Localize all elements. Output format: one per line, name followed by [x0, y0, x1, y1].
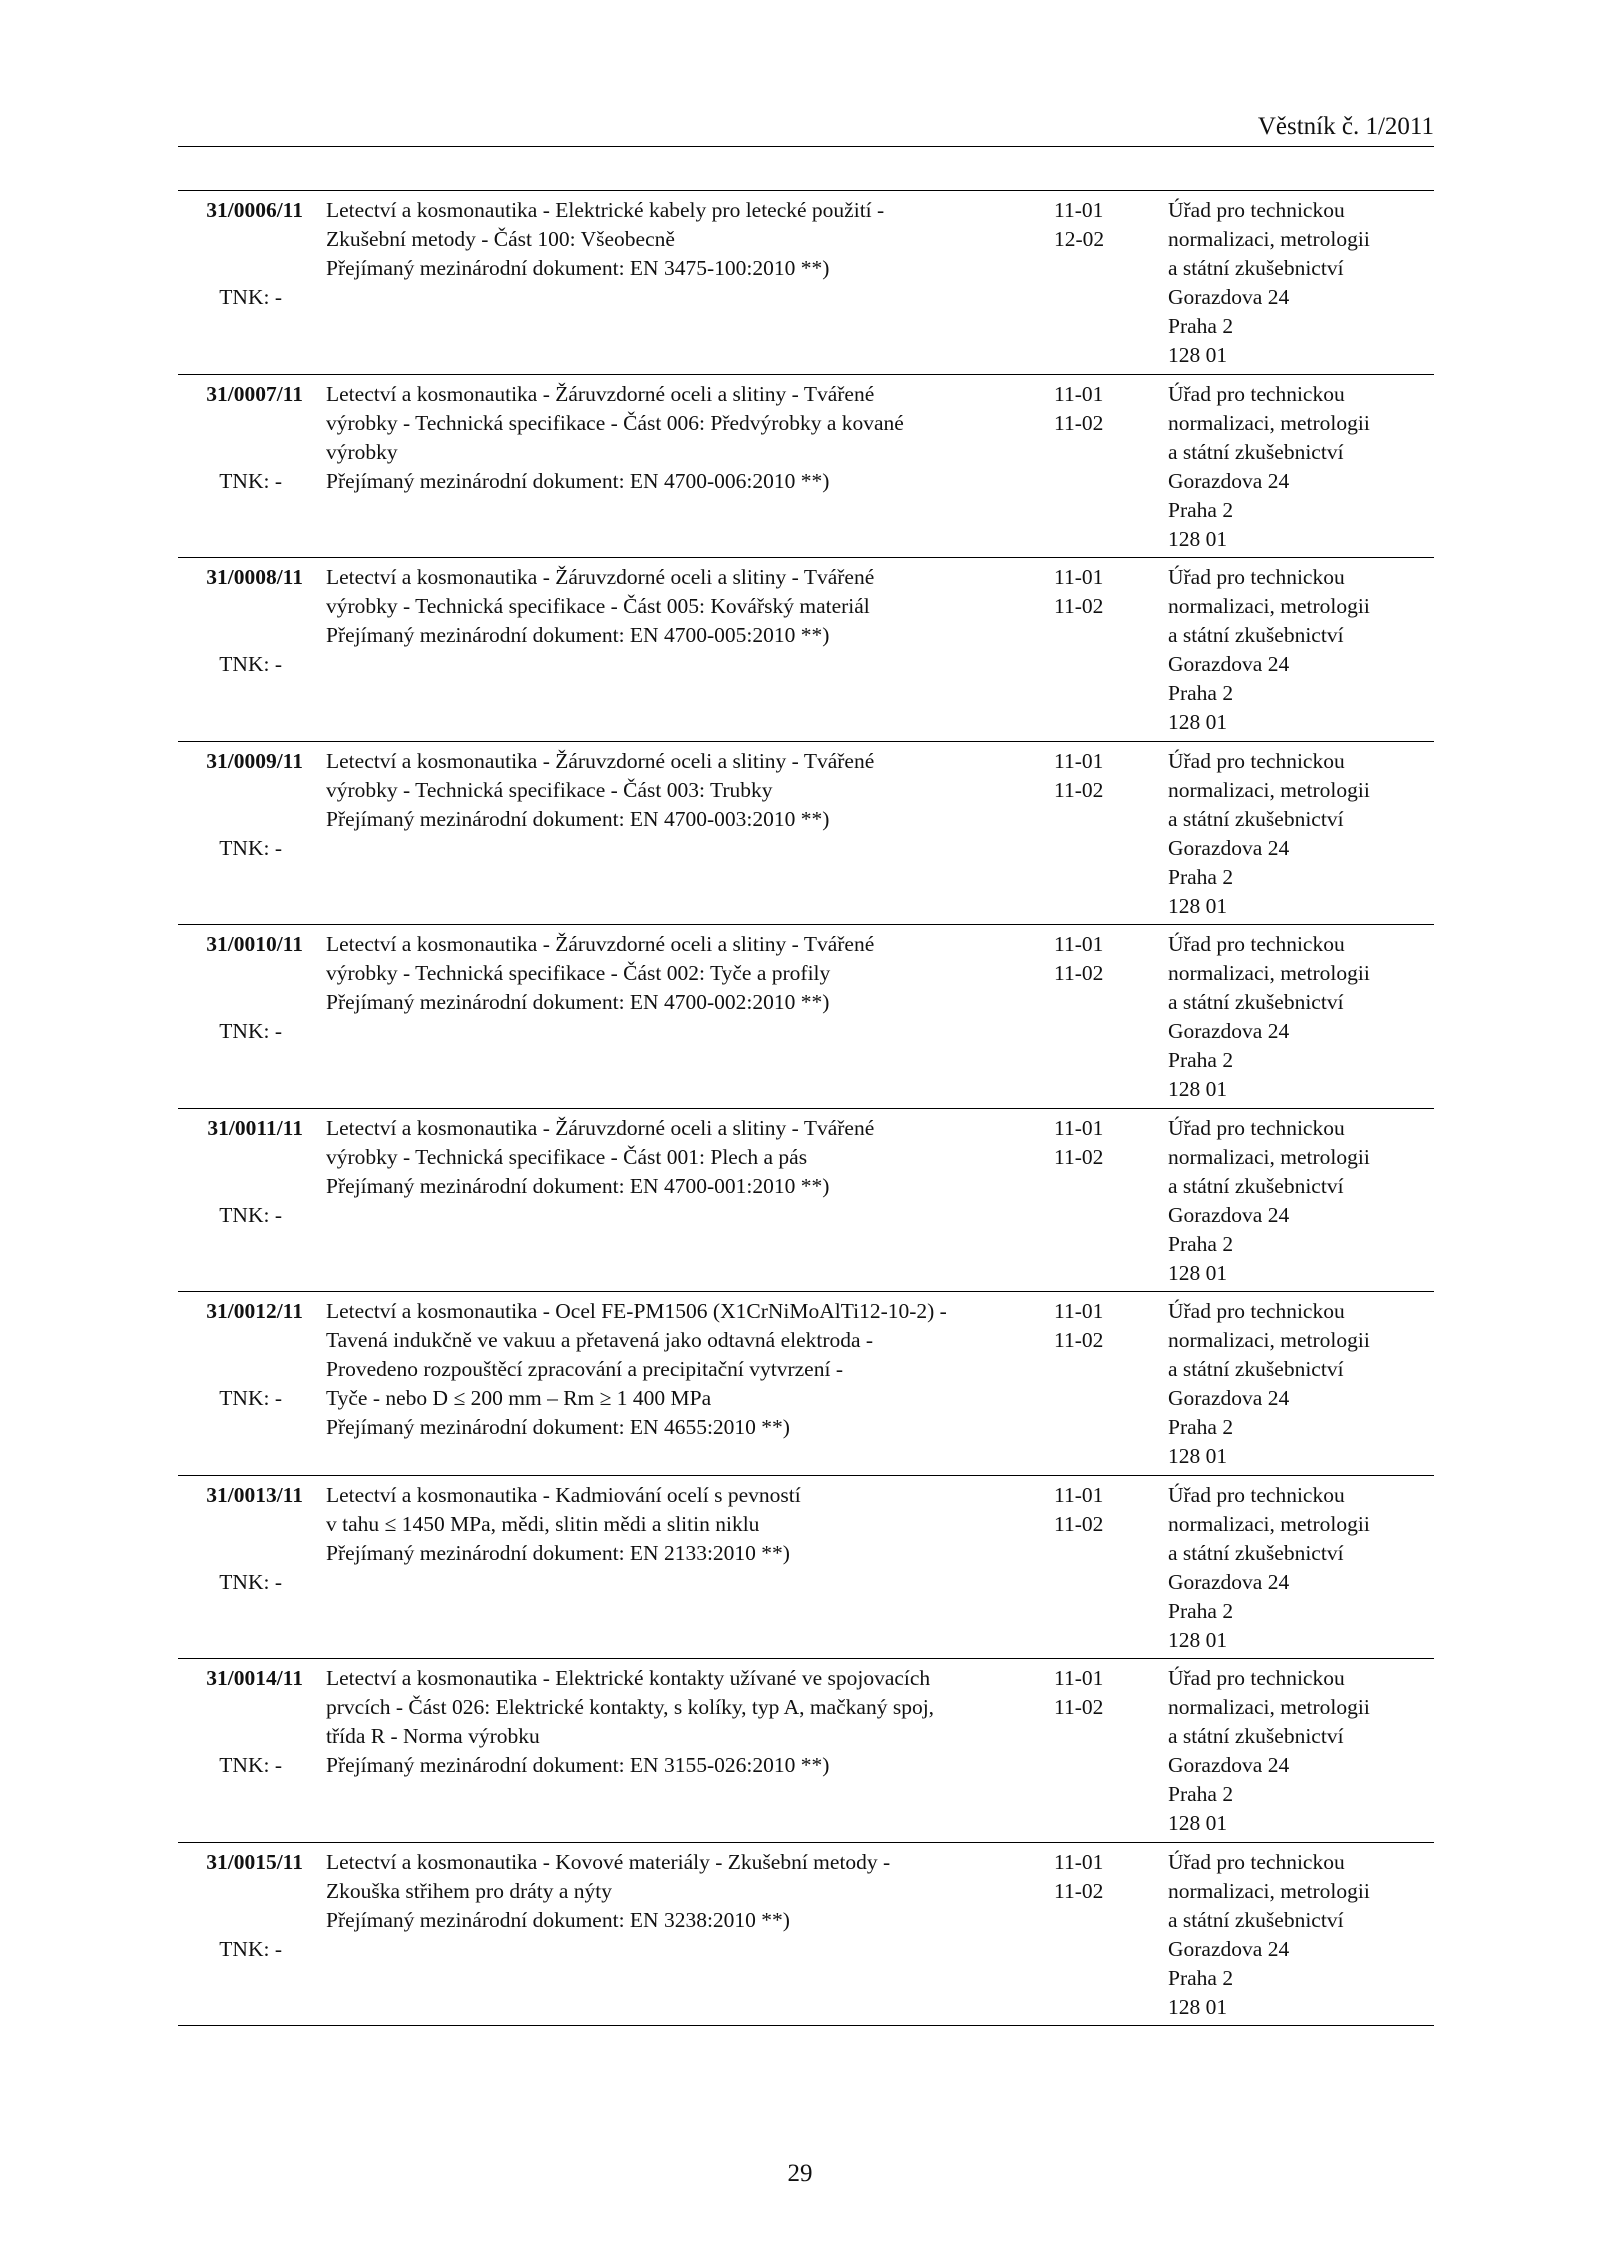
address-line: a státní zkušebnictví: [1168, 806, 1344, 831]
standard-entry: [178, 558, 1434, 742]
address-line: Praha 2: [1168, 497, 1234, 522]
entry-code: 31/0011/11: [207, 1115, 303, 1140]
address-line: Úřad pro technickou: [1168, 198, 1345, 222]
address-line: Gorazdova 24: [1168, 1202, 1290, 1227]
entry-date: 11-02: [1054, 1878, 1104, 1903]
entry-dates: [1054, 196, 1134, 254]
entry-title-line: výrobky - Technická specifikace - Část 001: Plech a pás: [326, 1144, 808, 1169]
address-line: Úřad pro technickou: [1168, 565, 1345, 589]
entry-title-line: Letectví a kosmonautika - Elektrické kontakty užívané ve spojovacích: [326, 1666, 931, 1690]
entry-id-column: [178, 1481, 308, 1594]
entry-title-line: Zkouška střihem pro dráty a nýty: [326, 1878, 613, 1903]
address-line: Úřad pro technickou: [1168, 1482, 1345, 1507]
entry-date: 11-01: [1054, 748, 1104, 773]
address-line: 128 01: [1168, 1444, 1228, 1468]
entry-code: 31/0008/11: [206, 565, 303, 589]
entry-date: 11-02: [1054, 594, 1104, 618]
entry-id-column: [178, 1114, 308, 1227]
address-line: 128 01: [1168, 893, 1228, 918]
entry-address: [1168, 1481, 1434, 1655]
entry-date: 11-01: [1054, 381, 1104, 406]
entry-title-line: Letectví a kosmonautika - Kadmiování ocelí s pevností: [326, 1482, 801, 1507]
entry-title-line: Přejímaný mezinárodní dokument: EN 4700-003:2010 **): [326, 806, 830, 831]
address-line: a státní zkušebnictví: [1168, 1540, 1344, 1565]
entry-id-column: [178, 930, 308, 1043]
entry-dates: [1054, 1297, 1134, 1355]
entry-tnk: TNK: -: [219, 1753, 282, 1777]
address-line: normalizaci, metrologii: [1168, 777, 1370, 802]
entry-title-line: Provedeno rozpouštěcí zpracování a precipitační vytvrzení -: [326, 1357, 843, 1381]
entry-title-line: Přejímaný mezinárodní dokument: EN 3475-100:2010 **): [326, 256, 830, 280]
entry-title-line: Letectví a kosmonautika - Žáruvzdorné oceli a slitiny - Tvářené: [326, 748, 875, 773]
entry-date: 11-02: [1054, 1144, 1104, 1169]
address-line: Praha 2: [1168, 1965, 1234, 1990]
address-line: Praha 2: [1168, 864, 1234, 889]
entry-tnk: TNK: -: [219, 652, 282, 676]
entry-dates: [1054, 563, 1134, 621]
entry-tnk: TNK: -: [219, 1936, 282, 1961]
entry-date: 11-02: [1054, 410, 1104, 435]
entry-dates: [1054, 380, 1134, 438]
entry-dates: [1054, 747, 1134, 805]
address-line: a státní zkušebnictví: [1168, 623, 1344, 647]
address-line: a státní zkušebnictví: [1168, 1907, 1344, 1932]
address-line: Úřad pro technickou: [1168, 1666, 1345, 1690]
entry-id-column: [178, 1297, 308, 1410]
entry-dates: [1054, 1114, 1134, 1172]
entry-title: [326, 930, 1026, 1017]
address-line: a státní zkušebnictví: [1168, 1357, 1344, 1381]
entry-tnk: TNK: -: [219, 1019, 282, 1043]
address-line: 128 01: [1168, 343, 1228, 367]
address-line: normalizaci, metrologii: [1168, 594, 1370, 618]
entry-address: [1168, 930, 1434, 1104]
entry-date: 11-02: [1054, 1328, 1104, 1352]
entry-address: [1168, 1114, 1434, 1288]
entry-title-line: prvcích - Část 026: Elektrické kontakty, s kolíky, typ A, mačkaný spoj,: [326, 1695, 935, 1719]
address-line: 128 01: [1168, 1077, 1228, 1101]
entry-title-line: Letectví a kosmonautika - Elektrické kabely pro letecké použití -: [326, 198, 885, 222]
entry-title-line: Přejímaný mezinárodní dokument: EN 4655:2010 **): [326, 1415, 790, 1439]
address-line: a státní zkušebnictví: [1168, 256, 1344, 280]
entry-dates: [1054, 930, 1134, 988]
entry-title-line: Přejímaný mezinárodní dokument: EN 3238:2010 **): [326, 1907, 790, 1932]
address-line: normalizaci, metrologii: [1168, 1144, 1370, 1169]
address-line: Gorazdova 24: [1168, 468, 1290, 493]
address-line: Úřad pro technickou: [1168, 932, 1345, 956]
entry-title: [326, 1481, 1026, 1568]
entry-title: [326, 563, 1026, 650]
entry-title-line: Přejímaný mezinárodní dokument: EN 4700-005:2010 **): [326, 623, 830, 647]
entry-title-line: Letectví a kosmonautika - Žáruvzdorné oceli a slitiny - Tvářené: [326, 1115, 875, 1140]
address-line: Praha 2: [1168, 1231, 1234, 1256]
entry-date: 11-01: [1054, 565, 1104, 589]
entry-tnk: TNK: -: [219, 1569, 282, 1594]
address-line: Gorazdova 24: [1168, 835, 1290, 860]
address-line: 128 01: [1168, 1994, 1228, 2019]
entry-tnk: TNK: -: [219, 468, 282, 493]
standard-entry: [178, 1476, 1434, 1660]
entry-title-line: Letectví a kosmonautika - Žáruvzdorné oceli a slitiny - Tvářené: [326, 565, 875, 589]
entry-title-line: Letectví a kosmonautika - Žáruvzdorné oceli a slitiny - Tvářené: [326, 381, 875, 406]
address-line: normalizaci, metrologii: [1168, 1328, 1370, 1352]
address-line: a státní zkušebnictví: [1168, 990, 1344, 1014]
address-line: 128 01: [1168, 1811, 1228, 1835]
address-line: normalizaci, metrologii: [1168, 961, 1370, 985]
entry-title: [326, 747, 1026, 834]
address-line: Gorazdova 24: [1168, 1936, 1290, 1961]
entry-date: 11-02: [1054, 1695, 1104, 1719]
standards-list: [178, 190, 1434, 2026]
entry-date: 11-01: [1054, 1849, 1104, 1874]
address-line: Praha 2: [1168, 681, 1234, 705]
entry-code: 31/0012/11: [206, 1299, 303, 1323]
address-line: a státní zkušebnictví: [1168, 439, 1344, 464]
address-line: Gorazdova 24: [1168, 1386, 1290, 1410]
entry-tnk: TNK: -: [219, 1202, 282, 1227]
entry-title-line: třída R - Norma výrobku: [326, 1724, 540, 1748]
entry-tnk: TNK: -: [219, 1386, 282, 1410]
address-line: Úřad pro technickou: [1168, 1299, 1345, 1323]
address-line: Praha 2: [1168, 1415, 1234, 1439]
entry-code: 31/0015/11: [206, 1849, 303, 1874]
standard-entry: [178, 742, 1434, 926]
entry-title: [326, 1114, 1026, 1201]
entry-address: [1168, 196, 1434, 370]
journal-title: Věstník č. 1/2011: [1257, 113, 1434, 140]
address-line: normalizaci, metrologii: [1168, 1511, 1370, 1536]
entry-code: 31/0010/11: [206, 932, 303, 956]
entry-title-line: Přejímaný mezinárodní dokument: EN 4700-006:2010 **): [326, 468, 830, 493]
entry-title-line: Přejímaný mezinárodní dokument: EN 2133:2010 **): [326, 1540, 790, 1565]
entry-title-line: výrobky - Technická specifikace - Část 002: Tyče a profily: [326, 961, 831, 985]
standard-entry: [178, 1843, 1434, 2027]
entry-code: 31/0009/11: [206, 748, 303, 773]
address-line: Praha 2: [1168, 314, 1234, 338]
entry-title-line: výrobky - Technická specifikace - Část 003: Trubky: [326, 777, 773, 802]
entry-address: [1168, 1297, 1434, 1471]
entry-title-line: Tavená indukčně ve vakuu a přetavená jako odtavná elektroda -: [326, 1328, 874, 1352]
address-line: Úřad pro technickou: [1168, 748, 1345, 773]
entry-title-line: Přejímaný mezinárodní dokument: EN 4700-001:2010 **): [326, 1173, 830, 1198]
address-line: Praha 2: [1168, 1782, 1234, 1806]
entry-address: [1168, 1664, 1434, 1838]
address-line: Praha 2: [1168, 1598, 1234, 1623]
entry-title-line: výrobky - Technická specifikace - Část 006: Předvýrobky a kované: [326, 410, 904, 435]
entry-date: 11-02: [1054, 961, 1104, 985]
address-line: 128 01: [1168, 1260, 1228, 1285]
entry-dates: [1054, 1664, 1134, 1722]
entry-address: [1168, 563, 1434, 737]
entry-date: 11-01: [1054, 1666, 1104, 1690]
entry-code: 31/0007/11: [206, 381, 303, 406]
entry-dates: [1054, 1848, 1134, 1906]
entry-id-column: [178, 380, 308, 493]
standard-entry: [178, 1659, 1434, 1843]
standard-entry: [178, 925, 1434, 1109]
entry-date: 11-02: [1054, 1511, 1104, 1536]
address-line: normalizaci, metrologii: [1168, 1695, 1370, 1719]
entry-title: [326, 196, 1026, 283]
entry-code: 31/0014/11: [206, 1666, 303, 1690]
entry-title: [326, 380, 1026, 496]
entry-title-line: Tyče - nebo D ≤ 200 mm – Rm ≥ 1 400 MPa: [326, 1386, 712, 1410]
entry-date: 11-01: [1054, 198, 1104, 222]
address-line: Gorazdova 24: [1168, 652, 1290, 676]
entry-title-line: Zkušební metody - Část 100: Všeobecně: [326, 227, 675, 251]
address-line: a státní zkušebnictví: [1168, 1724, 1344, 1748]
address-line: normalizaci, metrologii: [1168, 227, 1370, 251]
entry-date: 11-01: [1054, 932, 1104, 956]
entry-title-line: Letectví a kosmonautika - Kovové materiály - Zkušební metody -: [326, 1849, 891, 1874]
entry-date: 11-02: [1054, 777, 1104, 802]
address-line: Praha 2: [1168, 1048, 1234, 1072]
entry-dates: [1054, 1481, 1134, 1539]
entry-address: [1168, 747, 1434, 921]
entry-date: 11-01: [1054, 1299, 1104, 1323]
entry-title-line: Přejímaný mezinárodní dokument: EN 3155-026:2010 **): [326, 1753, 830, 1777]
entry-code: 31/0013/11: [206, 1482, 303, 1507]
address-line: Gorazdova 24: [1168, 285, 1290, 309]
address-line: Úřad pro technickou: [1168, 381, 1345, 406]
address-line: 128 01: [1168, 1627, 1228, 1652]
entry-title: [326, 1664, 1026, 1780]
entry-id-column: [178, 196, 308, 309]
address-line: normalizaci, metrologii: [1168, 410, 1370, 435]
address-line: Úřad pro technickou: [1168, 1115, 1345, 1140]
entry-date: 11-01: [1054, 1115, 1104, 1140]
entry-title-line: Letectví a kosmonautika - Žáruvzdorné oceli a slitiny - Tvářené: [326, 932, 875, 956]
address-line: Gorazdova 24: [1168, 1019, 1290, 1043]
address-line: a státní zkušebnictví: [1168, 1173, 1344, 1198]
entry-id-column: [178, 1664, 308, 1777]
entry-code: 31/0006/11: [206, 198, 303, 222]
address-line: Úřad pro technickou: [1168, 1849, 1345, 1874]
standard-entry: [178, 191, 1434, 375]
entry-date: 11-01: [1054, 1482, 1104, 1507]
entry-title: [326, 1297, 1026, 1442]
address-line: 128 01: [1168, 526, 1228, 551]
entry-id-column: [178, 1848, 308, 1961]
entry-id-column: [178, 563, 308, 676]
standard-entry: [178, 375, 1434, 559]
address-line: normalizaci, metrologii: [1168, 1878, 1370, 1903]
entry-tnk: TNK: -: [219, 835, 282, 860]
entry-id-column: [178, 747, 308, 860]
entry-title-line: výrobky - Technická specifikace - Část 005: Kovářský materiál: [326, 594, 870, 618]
entry-title: [326, 1848, 1026, 1935]
address-line: Gorazdova 24: [1168, 1569, 1290, 1594]
page-number: 29: [787, 2160, 813, 2187]
entry-title-line: Letectví a kosmonautika - Ocel FE-PM1506 (X1CrNiMoAlTi12-10-2) -: [326, 1299, 947, 1323]
standard-entry: [178, 1109, 1434, 1293]
address-line: Gorazdova 24: [1168, 1753, 1290, 1777]
address-line: 128 01: [1168, 710, 1228, 734]
entry-title-line: výrobky: [326, 439, 398, 464]
entry-tnk: TNK: -: [219, 285, 282, 309]
entry-title-line: Přejímaný mezinárodní dokument: EN 4700-002:2010 **): [326, 990, 830, 1014]
entry-address: [1168, 1848, 1434, 2022]
entry-title-line: v tahu ≤ 1450 MPa, mědi, slitin mědi a slitin niklu: [326, 1511, 760, 1536]
page-header: [178, 112, 1434, 147]
standard-entry: [178, 1292, 1434, 1476]
entry-date: 12-02: [1054, 227, 1105, 251]
entry-address: [1168, 380, 1434, 554]
